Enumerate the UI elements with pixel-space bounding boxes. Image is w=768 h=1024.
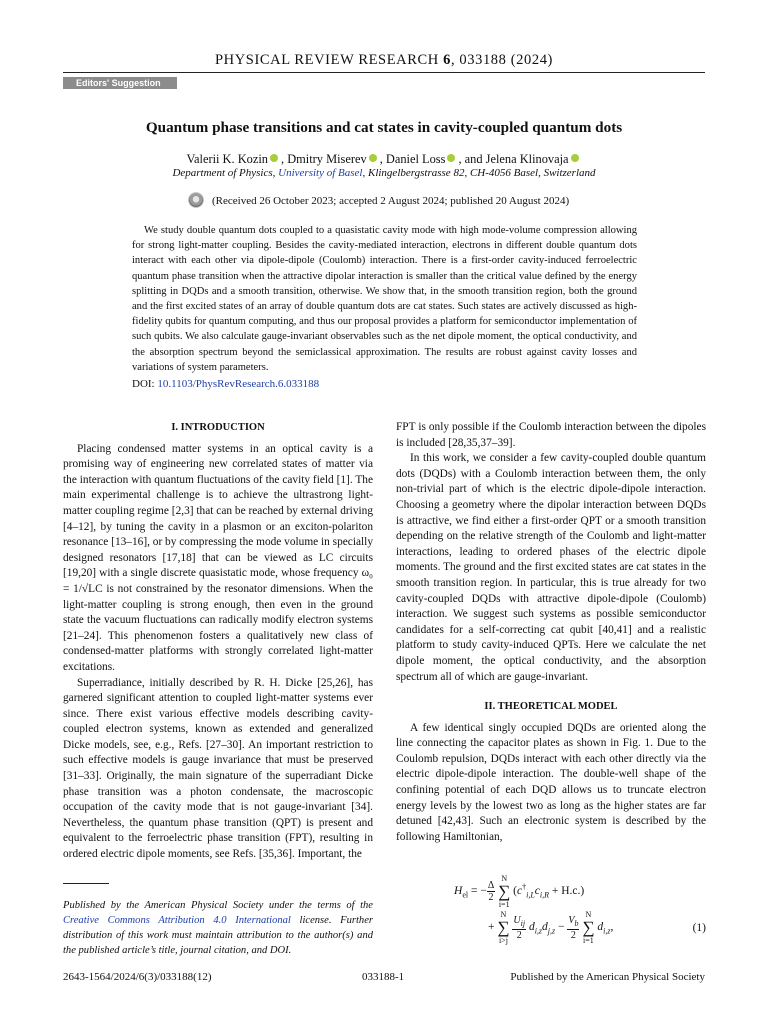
orcid-icon[interactable]	[270, 154, 278, 162]
received-dates: (Received 26 October 2023; accepted 2 August 2024; published 20 August 2024)	[212, 195, 570, 207]
intro-paragraph-continued: FPT is only possible if the Coulomb interaction between the dipoles is included [28,35,37–39].	[396, 421, 706, 449]
equation-1	[396, 872, 706, 952]
orcid-icon[interactable]	[447, 154, 455, 162]
journal-volume: 6	[443, 52, 451, 68]
author-list: Valerii K. Kozin , Dmitry Miserev , Daniel Loss , and Jelena Klinovaja	[0, 152, 768, 167]
intro-paragraph-2: Superradiance, initially described by R. H. Dicke [25,26], has garnered significant attention to coupled light-matter systems ever since. There exist various effective models describing cavity-coupled electron systems, known as extended and generalized Dicke models, see, e.g., Refs. [27–30]. An important restriction to such effective models is gauge invariance that must be preserved [31–33]. Originally, the main signature of the superradiant Dicke phase transition was a photon condensate, the macroscopic occupation of the cavity mode that is not gauge-invariant [34]. Nevertheless, the quantum phase transition (QPT) is present and equivalent to the ferroelectric phase transition (FPT), resulting in ordered electric dipole moments, see Refs. [35,36]. Important, the	[63, 676, 373, 861]
footer-issn: 2643-1564/2024/6(3)/033188(12)	[63, 971, 212, 983]
intro-paragraph-1: Placing condensed matter systems in an optical cavity is a promising way of engineering new correlated states of matter via the interaction with quantum fluctuations of the cavity field [1]. The main experimental challenge is to achieve the ultrastrong light-matter coupling regime [2,3] that can be reached by external driving [4–12], by tuning the cavity in a plasmon or an exciton-polariton resonance [13–16], or by compressing the mode volume in specially designed resonators [17,18] that can be viewed as LC circuits [19,20] with a single discrete quasistatic mode, whose frequency ω₀ = 1/√LC is not constrained by the resonator dimensions. When the light-matter coupling is strong enough, then even in the ground state the vacuum fluctuations can radically modify electron systems [21–24]. This phenomenon fosters a qualitatively new class of condensed-matter platforms with strongly correlated light-matter excitations.	[63, 442, 373, 673]
header-rule	[63, 72, 705, 73]
model-paragraph-1: A few identical singly occupied DQDs are oriented along the line connecting the capacitor plates as shown in Fig. 1. Due to the Coulomb repulsion, DQDs interact with each other directly via the electric dipole-dipole interaction. The double-well shape of the confining potential of each DQD allows us to truncate electron energy levels by the lowest two as long as the higher states are far detuned [42,43]. Such an electronic system is described by the following Hamiltonian,	[396, 721, 706, 843]
footnote-text: Published by the American Physical Society under the terms of the	[63, 900, 373, 911]
author-name[interactable]: Dmitry Miserev	[287, 152, 367, 166]
author-name[interactable]: Daniel Loss	[385, 152, 446, 166]
intro-paragraph-3: In this work, we consider a few cavity-coupled double quantum dots (DQDs) with a Coulomb interaction between them, the only non-trivial part of which is the electric dipole-dipole interaction. Choosing a geometry where the dipolar interaction between DQDs is attractive, we find either a first-order QPT or a smooth transition depending on the relative strength of the Coulomb and light-matter interactions, leading to ordered phases of the electric dipole moments. The ground and the first excited states are cat states in the smooth transition region. In particular, this is true already for two cavity-coupled DQDs with attractive dipole-dipole (Coulomb) interaction. We suggest such systems as possible semiconductor candidates for a self-correcting cat qubit [40,41] and a realistic platform to study cavity-induced QPTs. Here we calculate the net dipole moment, the optical conductivity, and the absorption spectrum all of which are gauge-invariant.	[396, 452, 706, 683]
section-heading-model: II. THEORETICAL MODEL	[484, 701, 618, 713]
affiliation-dept: Department of Physics,	[172, 167, 279, 179]
affiliation-link[interactable]: University of Basel	[278, 167, 363, 179]
footnote-rule	[63, 883, 109, 884]
equation-line-1: $H_{el}$ = − $\frac{\Delta}{2}$ N ∑ i=1 $(c^\dagger_{i,L}c_{i,R} + H.c.)$	[454, 874, 585, 909]
affiliation	[0, 167, 768, 179]
crossmark-icon[interactable]	[189, 193, 203, 207]
author-name[interactable]: and Jelena Klinovaja	[464, 152, 569, 166]
affiliation-address: , Klingelbergstrasse 82, CH-4056 Basel, Switzerland	[362, 167, 596, 179]
article-id: , 033188 (2024)	[450, 52, 553, 68]
left-column	[63, 420, 373, 863]
footer-publisher: Published by the American Physical Society	[510, 971, 705, 983]
journal-header	[0, 52, 768, 69]
doi	[132, 378, 319, 390]
license-link[interactable]: Creative Commons Attribution 4.0 International	[63, 915, 291, 926]
journal-name: PHYSICAL REVIEW RESEARCH	[215, 52, 439, 68]
section-heading-introduction: I. INTRODUCTION	[171, 422, 265, 433]
equation-number: (1)	[692, 922, 706, 934]
license-footnote	[63, 898, 373, 958]
equation-line-2: + N ∑ i>j $\frac{U_{ij}}{2}$ $d_{i,z}d_{j,z}$ − $\frac{V_b}{2}$ N ∑ i=1 $d_{i,z}$,	[488, 910, 614, 945]
orcid-icon[interactable]	[369, 154, 377, 162]
doi-link[interactable]: 10.1103/PhysRevResearch.6.033188	[157, 378, 320, 390]
footnote-text: license. Further distribution of this work must maintain attribution to the author(s) and the published article’s title, journal citation, and DOI.	[63, 915, 373, 956]
editors-suggestion-badge: Editors' Suggestion	[63, 77, 177, 89]
footer-page-number: 033188-1	[362, 971, 405, 983]
article-title: Quantum phase transitions and cat states in cavity-coupled quantum dots	[145, 119, 623, 136]
orcid-icon[interactable]	[571, 154, 579, 162]
author-name[interactable]: Valerii K. Kozin	[186, 152, 268, 166]
doi-label: DOI:	[132, 378, 158, 390]
abstract: We study double quantum dots coupled to a quasistatic cavity mode with high mode-volume compression allowing for strong light-matter coupling. Besides the cavity-mediated interaction, electrons in different double quantum dots interact with each other via dipole-dipole (Coulomb) interaction. There is a first-order cavity-induced ferroelectric quantum phase transition when the attractive dipolar interaction is smaller than the critical value defined by the energy splitting in DQDs and a smooth transition, otherwise. We show that, in the smooth transition region, both the ground and the first excited states of an array of double quantum dots are cat states. Such states are actively discussed as high-fidelity qubits for quantum computing, and thus our proposal provides a platform for semiconductor implementation of such qubits. We also calculate gauge-invariant observables such as the net dipole moment, the optical conductivity, and the absorption spectrum beyond the semiclassical approximation. The results are robust against cavity losses and variations of system parameters.	[132, 225, 637, 373]
right-column	[396, 420, 706, 845]
